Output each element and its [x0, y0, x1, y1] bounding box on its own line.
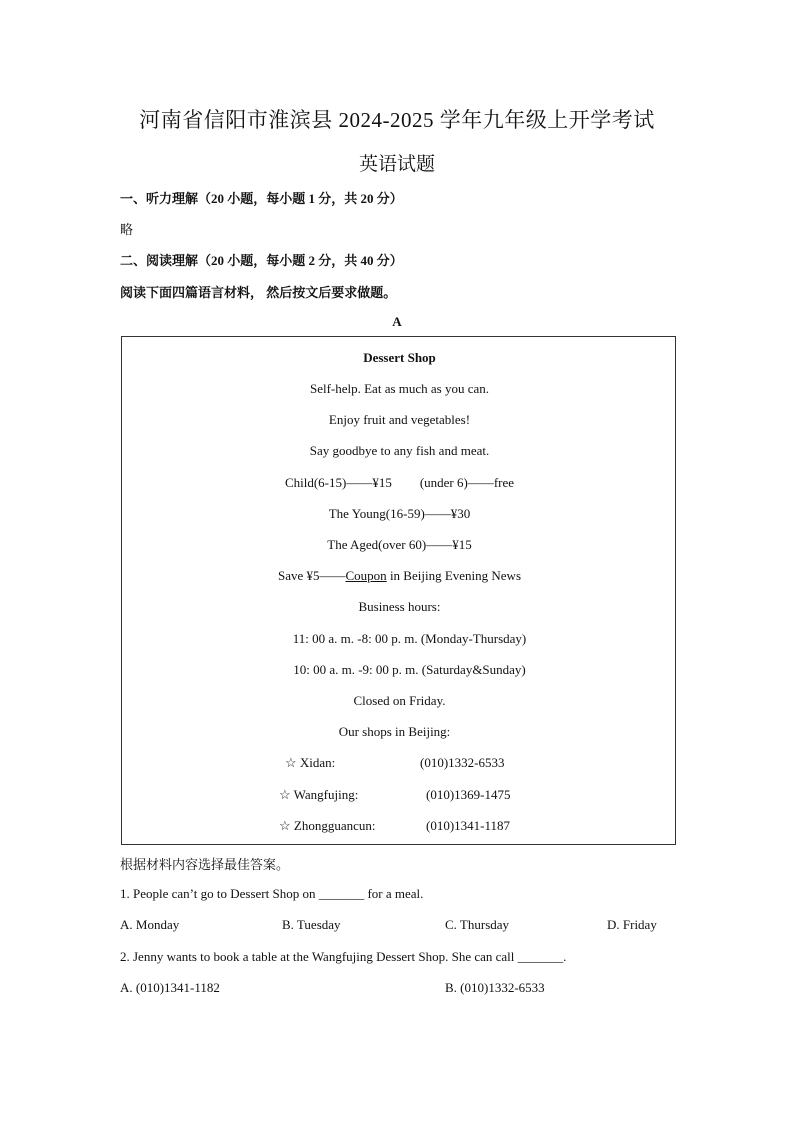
shops-label: Our shops in Beijing:	[338, 724, 451, 739]
shop-phone: (010)1332-6533	[420, 755, 505, 770]
section-1-note: 略	[120, 222, 134, 237]
page-title: 河南省信阳市淮滨县 2024-2025 学年九年级上开学考试	[139, 108, 655, 132]
price-row-child	[122, 475, 677, 491]
passage-letter: A	[392, 314, 402, 329]
coupon-suffix: in Beijing Evening News	[386, 568, 522, 583]
question-1-option: D. Friday	[607, 917, 657, 932]
section-1-heading: 一、听力理解（20 小题，每小题 1 分，共 20 分）	[120, 191, 403, 206]
question-2-option: B. (010)1332-6533	[445, 980, 545, 995]
question-2-stem: 2. Jenny wants to book a table at the Wangfujing Dessert Shop. She can call _______.	[120, 949, 567, 964]
price-under6: (under 6)——free	[419, 475, 515, 490]
shop-name: ☆ Zhongguancun:	[279, 818, 376, 833]
page-subtitle: 英语试题	[358, 154, 435, 175]
notice-line: Self-help. Eat as much as you can.	[309, 381, 490, 396]
question-1-option: B. Tuesday	[282, 917, 341, 932]
coupon-line	[122, 568, 677, 584]
notice-title: Dessert Shop	[363, 350, 436, 365]
section-2-heading: 二、阅读理解（20 小题，每小题 2 分，共 40 分）	[120, 253, 403, 268]
notice-line: Enjoy fruit and vegetables!	[328, 412, 471, 427]
coupon-prefix: Save ¥5——	[277, 568, 346, 583]
question-1-option: A. Monday	[120, 917, 180, 932]
question-2-option: A. (010)1341-1182	[120, 980, 220, 995]
shop-phone: (010)1341-1187	[426, 818, 511, 833]
hours-weekend: 10: 00 a. m. -9: 00 p. m. (Saturday&Sunday)	[293, 662, 526, 677]
notice-line: Say goodbye to any fish and meat.	[309, 443, 490, 458]
coupon-word: Coupon	[345, 568, 387, 583]
reading-instruction: 阅读下面四篇语言材料， 然后按文后要求做题。	[120, 285, 397, 300]
question-1-stem: 1. People can’t go to Dessert Shop on _______ for a meal.	[120, 886, 424, 901]
price-young: The Young(16-59)——¥30	[328, 506, 471, 521]
shop-name: ☆ Wangfujing:	[279, 787, 359, 802]
notice-box	[121, 336, 676, 845]
hours-label: Business hours:	[358, 599, 441, 614]
shop-name: ☆ Xidan:	[285, 755, 336, 770]
shop-phone: (010)1369-1475	[426, 787, 511, 802]
price-child: Child(6-15)——¥15	[284, 475, 392, 490]
questions-instruction: 根据材料内容选择最佳答案。	[120, 857, 290, 872]
hours-weekday: 11: 00 a. m. -8: 00 p. m. (Monday-Thursday)	[292, 631, 527, 646]
question-1-option: C. Thursday	[445, 917, 510, 932]
price-aged: The Aged(over 60)——¥15	[327, 537, 472, 552]
closed-note: Closed on Friday.	[353, 693, 446, 708]
